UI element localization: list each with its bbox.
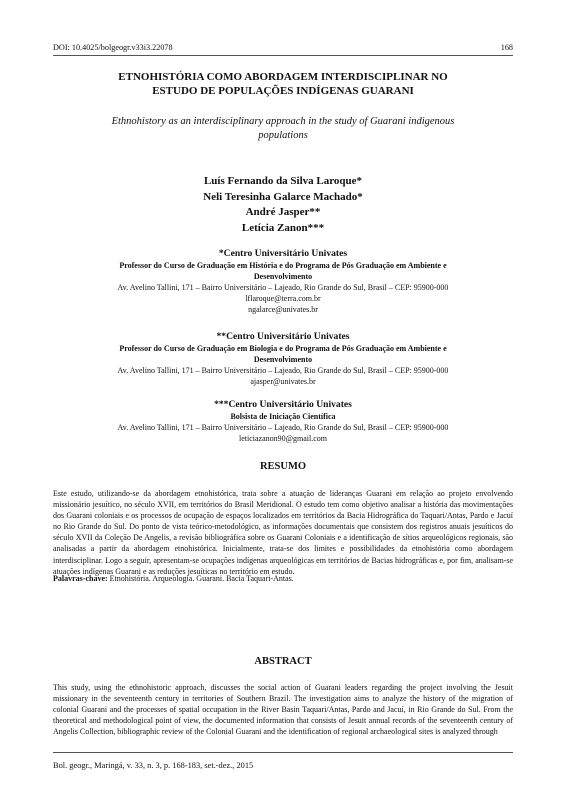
affiliation-address: Av. Avelino Tallini, 171 – Bairro Universitário – Lajeado, Rio Grande do Sul, Brasil – CEP: 95900-000 [117, 283, 449, 292]
page-header [53, 43, 513, 52]
affiliation-email[interactable]: ngalarce@univates.br [248, 305, 318, 314]
affiliation-role: Professor do Curso de Graduação em Biologia e do Programa de Pós Graduação em Ambiente e [119, 344, 447, 353]
keywords-line [53, 573, 513, 584]
abstract-text: This study, using the ethnohistoric approach, discusses the social action of Guarani leaders regarding the project involving the Jesuit missionary in the seventeenth century in territories of Southern Brazil. The investigation aims to analyze the history of the migration of colonial Guarani and the processes of spatial occupation in the River Basin Taquari/Antas, Pardo and Jacuí, in Rio Grande do Sul. From the theoretical and methodological point of view, the documented information that consists of Jesuit annual records of the seventeenth century of Angelis Collection, bibliographic review of the Colonial Guarani and the identification of regional archaeological sites is analyzed through [53, 683, 513, 737]
abstract-heading: ABSTRACT [254, 656, 312, 667]
affiliation-role: Desenvolvimento [253, 355, 313, 364]
affiliation-email[interactable]: lflaroque@terra.com.br [245, 294, 321, 303]
affiliation-email[interactable]: leticiazanon90@gmail.com [238, 434, 327, 443]
footer-rule [53, 752, 513, 753]
author-name: Luís Fernando da Silva Laroque* [203, 175, 363, 187]
author-name: Neli Teresinha Galarce Machado* [203, 190, 363, 203]
affiliation-address: Av. Avelino Tallini, 171 – Bairro Universitário – Lajeado, Rio Grande do Sul, Brasil – CEP: 95900-000 [117, 423, 449, 432]
header-rule [53, 55, 513, 56]
affiliation-institution: ***Centro Universitário Univates [214, 399, 352, 410]
affiliation-role: Professor do Curso de Graduação em História e do Programa de Pós Graduação em Ambiente e [119, 261, 447, 270]
page-number: 168 [500, 43, 513, 52]
affiliation-block [40, 247, 526, 315]
resumo-heading: RESUMO [259, 461, 307, 472]
keywords-label: Palavras-chave: [53, 574, 108, 583]
title-line: ESTUDO DE POPULAÇÕES INDÍGENAS GUARANI [152, 85, 414, 97]
subtitle-line: populations [258, 130, 308, 141]
resumo-text: Este estudo, utilizando-se da abordagem etnohistórica, trata sobre a atuação de lideranças Guarani em relação ao projeto envolvendo missionário jesuítico, no século XVII, em territórios do Brasil Meridional. O estudo tem como objetivo analisar a história das movimentações dos Guarani coloniais e os processos de ocupação de espaços localizados em territórios da Bacia Hidrográfica do Taquari/Antas, Pardo e Jacuí no Rio Grande do Sul. Do ponto de vista teórico-metodológico, as informações documentais que consistem dos registros anuais jesuíticos do século XVII da Coleção De Angelis, a revisão bibliográfica sobre os Guarani Coloniais e a identificação de sítios arqueológicos regionais, são analisadas a partir da abordagem etnohistórica. Inicialmente, trata-se dos limites e possibilidades da etnohistória como abordagem interdisciplinar. Logo a seguir, apresentam-se ocupações indígenas arqueológicas em territórios de Bacias hidrográficas e, por fim, analisam-se atuações indígenas Guarani e as reduções jesuíticas no território em estudo. [53, 489, 513, 576]
affiliation-block [40, 330, 526, 387]
footer-citation: Bol. geogr., Maringá, v. 33, n. 3, p. 168-183, set.-dez., 2015 [53, 761, 254, 770]
author-name: André Jasper** [245, 206, 321, 218]
article-subtitle [50, 115, 516, 143]
keywords-value: Etnohistória. Arqueologia. Guarani. Bacia Taquari-Antas. [107, 574, 294, 583]
author-name: Letícia Zanon*** [241, 221, 325, 234]
article-title [40, 70, 526, 98]
affiliation-address: Av. Avelino Tallini, 171 – Bairro Universitário – Lajeado, Rio Grande do Sul, Brasil – CEP: 95900-000 [117, 366, 449, 375]
affiliation-email[interactable]: ajasper@univates.br [250, 377, 316, 386]
affiliation-institution: **Centro Universitário Univates [216, 331, 350, 342]
doi-text[interactable]: DOI: 10.4025/bolgeogr.v33i3.22078 [53, 43, 173, 52]
affiliation-role: Bolsista de Iniciação Científica [230, 412, 336, 421]
affiliation-role: Desenvolvimento [253, 272, 313, 281]
affiliation-institution: *Centro Universitário Univates [218, 248, 348, 259]
author-list [40, 174, 526, 236]
title-line: ETNOHISTÓRIA COMO ABORDAGEM INTERDISCIPLINAR NO [118, 71, 448, 83]
affiliation-block [40, 398, 526, 444]
subtitle-line: Ethnohistory as an interdisciplinary approach in the study of Guarani indigenous [111, 116, 455, 127]
